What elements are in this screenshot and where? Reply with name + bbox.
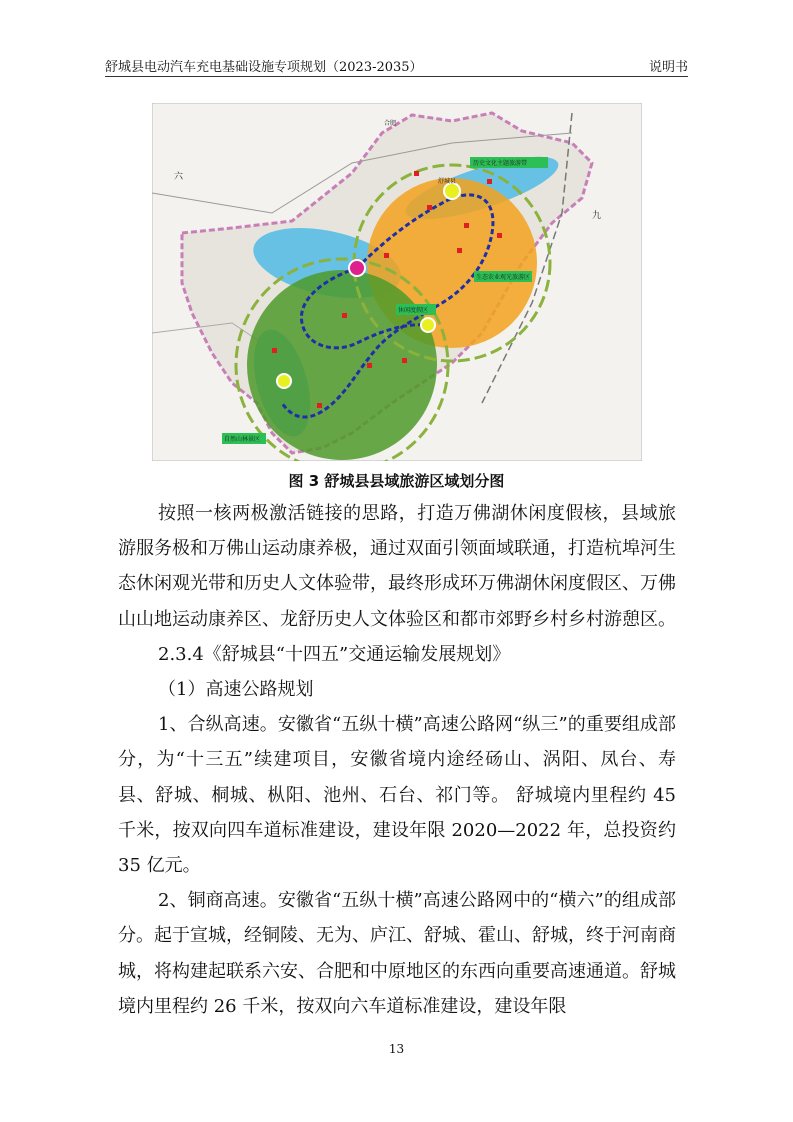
subsection-heading: （1）高速公路规划	[158, 679, 314, 701]
county-hub-marker	[444, 183, 460, 199]
road-right-label: 九	[592, 211, 602, 221]
tourism-zoning-map	[152, 103, 642, 461]
green-zone	[247, 270, 437, 460]
road-left-label: 六	[174, 172, 184, 182]
document-title: 舒城县电动汽车充电基础设施专项规划（2023-2035）	[105, 60, 423, 75]
paragraph-tourism-strategy: 按照一核两极激活链接的思路，打造万佛湖休闲度假核，县域旅游服务极和万佛山运动康养极，通过双面引领面域联通，打造杭埠河生态休闲观光带和历史人文体验带，最终形成环万佛湖休闲度假区、万佛山山地运动康养区、龙舒历史人文体验区和都市郊野乡村乡村游憩区。	[118, 503, 676, 630]
paragraph-tongshang-expressway: 2、铜商高速。安徽省“五纵十横”高速公路网中的“横六”的组成部分。起于宣城，经铜陵、无为、庐江、舒城、霍山、舒城，终于河南商城，将构建起联系六安、合肥和中原地区的东西向重要高速通道。舒城境内里程约 26 千米，按双向六车道标准建设，建设年限	[118, 890, 676, 1017]
mountain-label: 自然山林景区	[224, 436, 261, 443]
mountain-hub-marker	[277, 374, 291, 388]
document-type: 说明书	[648, 60, 688, 75]
leisure-hub-marker	[421, 318, 435, 332]
paragraph-hezong-expressway: 1、合纵高速。安徽省“五纵十横”高速公路网“纵三”的重要组成部分，为“十三五”续建项目，安徽省境内途经砀山、涡阳、凤台、寿县、舒城、桐城、枞阳、池州、石台、祁门等。 舒城境内里程约 45 千米，按双向四车道标准建设，建设年限 2020—2022 年，总投资约 35 亿元。	[118, 714, 676, 877]
hub-top-label: 合肥	[384, 120, 397, 127]
history-belt-label: 历史文化主题旅游带	[473, 160, 528, 167]
figure-caption: 图 3 舒城县县域旅游区域划分图	[288, 472, 505, 490]
page-header	[105, 54, 688, 77]
body-text	[118, 496, 676, 1024]
page-number: 13	[388, 1042, 405, 1056]
core-hub-marker	[349, 260, 365, 276]
eco-agri-label: 生态农业观光旅游区	[476, 274, 531, 281]
section-heading: 2.3.4《舒城县“十四五”交通运输发展规划》	[158, 643, 511, 665]
map-svg	[152, 103, 642, 461]
leisure-label: 休闲度假区	[398, 307, 429, 314]
county-label: 舒城县	[438, 178, 457, 185]
